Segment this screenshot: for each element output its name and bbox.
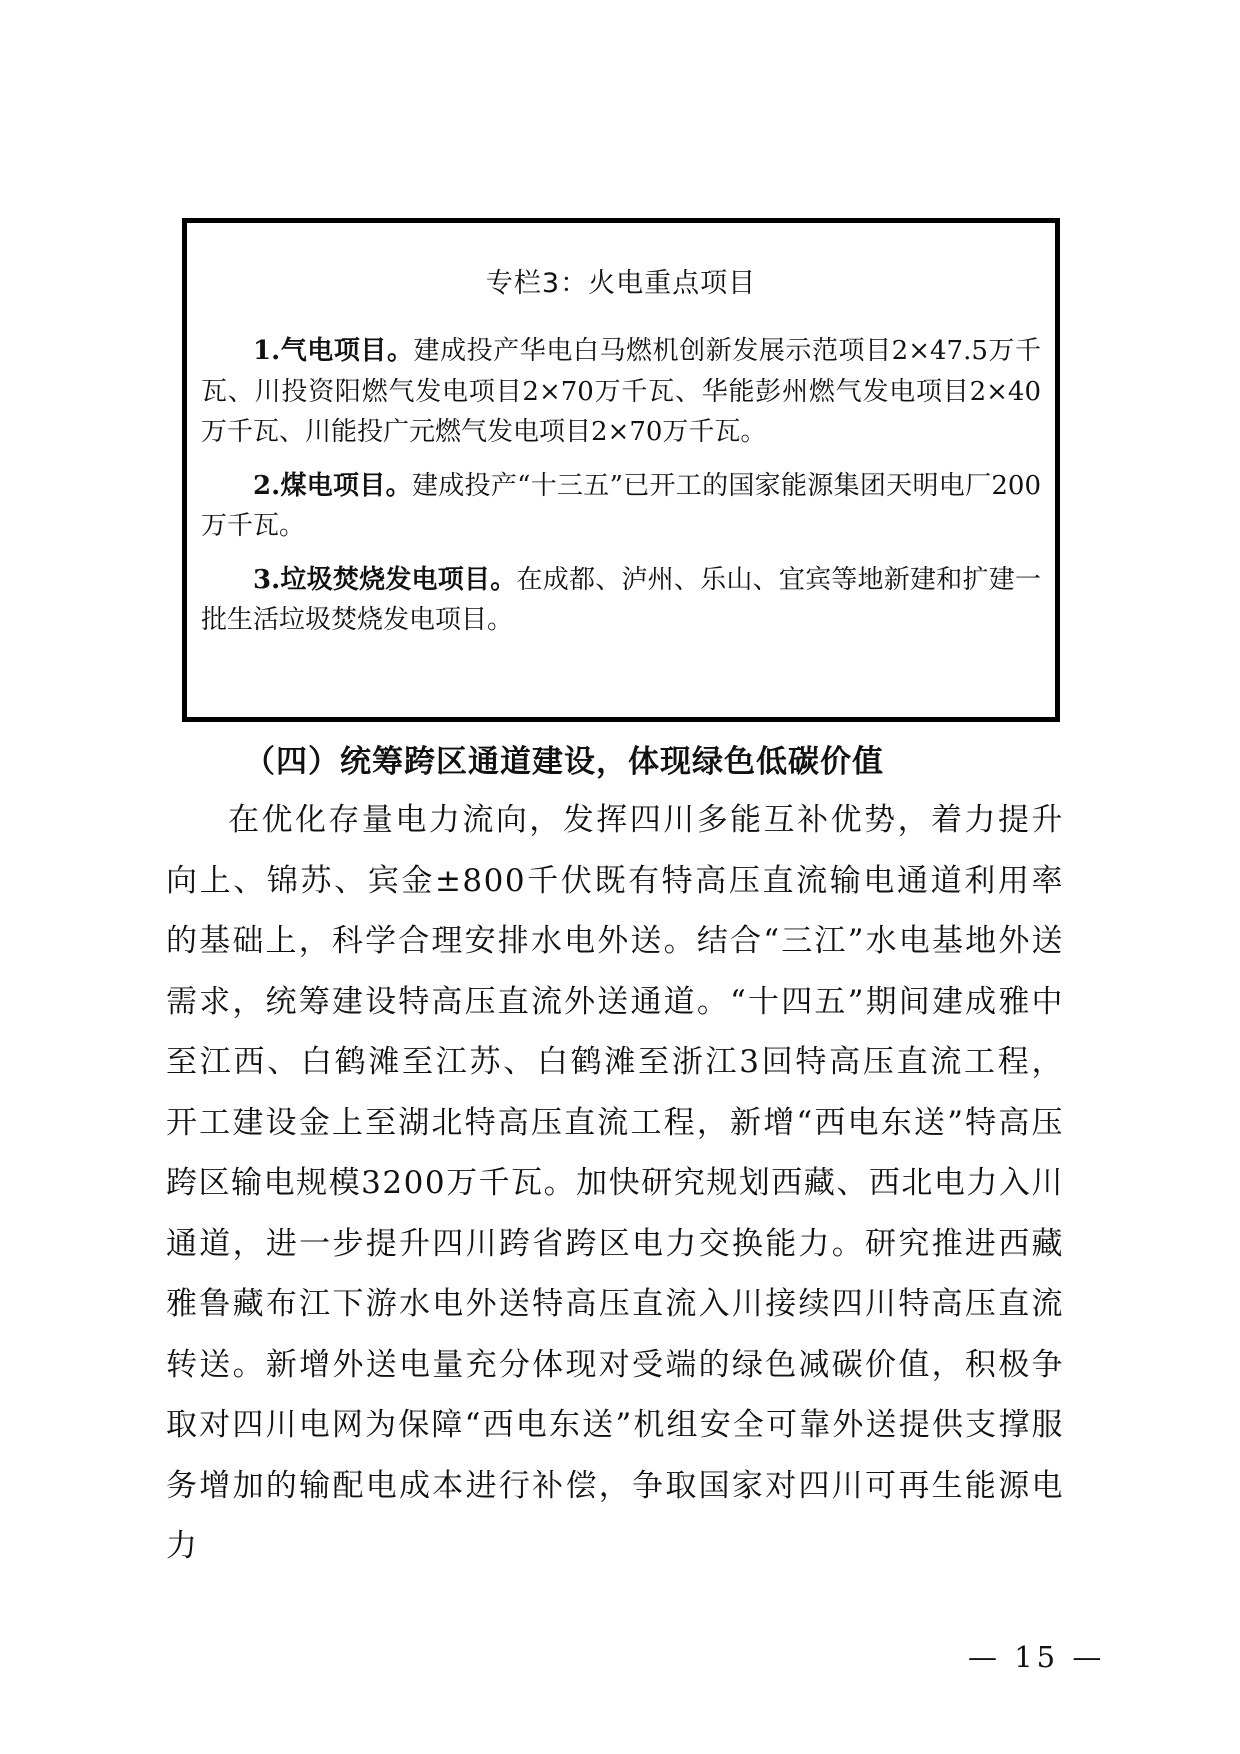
section-heading: （四）统筹跨区通道建设，体现绿色低碳价值 xyxy=(244,744,884,780)
column-box-body xyxy=(201,331,1041,654)
column-item-gas-power xyxy=(201,331,1041,453)
column-box-title: 专栏3：火电重点项目 xyxy=(485,268,757,299)
column-item-text: 在成都、泸州、乐山、宜宾等地新建和扩建一批生活垃圾焚烧发电项目。 xyxy=(201,564,1041,635)
column-item-heading: 2.煤电项目。 xyxy=(253,470,412,501)
column-item-text: 建成投产华电白马燃机创新发展示范项目2×47.5万千瓦、川投资阳燃气发电项目2×70万千瓦、华能彭州燃气发电项目2×40万千瓦、川能投广元燃气发电项目2×70万千瓦。 xyxy=(201,336,1041,447)
column-box-thermal-power-projects xyxy=(182,218,1060,722)
column-item-coal-power xyxy=(201,466,1041,547)
body-paragraph: 在优化存量电力流向，发挥四川多能互补优势，着力提升向上、锦苏、宾金±800千伏既有特高压直流输电通道利用率的基础上，科学合理安排水电外送。结合“三江”水电基地外送需求，统筹建设特高压直流外送通道。“十四五”期间建成雅中至江西、白鹤滩至江苏、白鹤滩至浙江3回特高压直流工程，开工建设金上至湖北特高压直流工程，新增“西电东送”特高压跨区输电规模3200万千瓦。加快研究规划西藏、西北电力入川通道，进一步提升四川跨省跨区电力交换能力。研究推进西藏雅鲁藏布江下游水电外送特高压直流入川接续四川特高压直流转送。新增外送电量充分体现对受端的绿色减碳价值，积极争取对四川电网为保障“西电东送”机组安全可靠外送提供支撑服务增加的输配电成本进行补偿，争取国家对四川可再生能源电力 xyxy=(166,802,1064,1564)
column-item-waste-incineration xyxy=(201,560,1041,641)
column-item-heading: 1.气电项目。 xyxy=(253,336,414,366)
column-item-text: 建成投产“十三五”已开工的国家能源集团天明电厂200万千瓦。 xyxy=(201,470,1041,541)
column-item-heading: 3.垃圾焚烧发电项目。 xyxy=(253,564,517,595)
page-number: — 15 — xyxy=(968,1640,1106,1674)
